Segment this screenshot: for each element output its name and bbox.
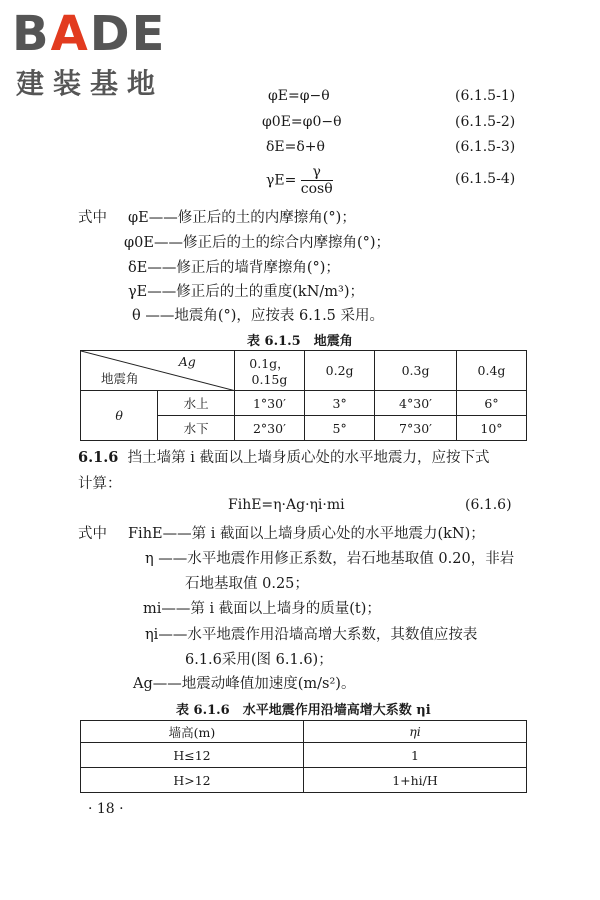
table-cell: H>12 bbox=[81, 768, 304, 793]
equation-number: (6.1.5-1) bbox=[455, 88, 516, 104]
table-cell: 7°30′ bbox=[375, 416, 457, 441]
table-cell: 1°30′ bbox=[234, 391, 304, 416]
where-item: Ag——地震动峰值加速度(m/s²)。 bbox=[133, 676, 356, 692]
table-header-cell: 0.1g，0.15g bbox=[234, 351, 304, 391]
table-cell: 5° bbox=[305, 416, 375, 441]
where-item: 6.1.6采用(图 6.1.6)； bbox=[185, 652, 333, 668]
row-label-cell: θ bbox=[81, 391, 158, 441]
where-item: 石地基取值 0.25； bbox=[185, 576, 309, 592]
equation-6-1-6: FihE=η·Ag·ηi·mi bbox=[228, 497, 345, 513]
seismic-angle-table bbox=[80, 350, 527, 441]
equation-number: (6.1.5-2) bbox=[455, 114, 516, 130]
where-item: FihE——第 i 截面以上墙身质心处的水平地震力(kN)； bbox=[128, 526, 485, 542]
where-item: ηi——水平地震作用沿墙高增大系数，其数值应按表 bbox=[145, 627, 478, 643]
table-caption: 表 6.1.6 水平地震作用沿墙高增大系数 ηi bbox=[176, 703, 431, 718]
table-cell: 3° bbox=[305, 391, 375, 416]
corner-bottom-label: 地震角 bbox=[101, 371, 139, 386]
logo-brand: BADE bbox=[12, 6, 167, 62]
logo bbox=[12, 6, 182, 98]
where-item: δE——修正后的墙背摩擦角(°)； bbox=[128, 260, 340, 276]
where-lead: 式中 bbox=[78, 210, 107, 226]
table-cell: 4°30′ bbox=[375, 391, 457, 416]
equation-number: (6.1.5-4) bbox=[455, 171, 516, 187]
where-item: φE——修正后的土的内摩擦角(°)； bbox=[128, 210, 356, 226]
table-cell: 水上 bbox=[158, 391, 234, 416]
where-item: mi——第 i 截面以上墙身的质量(t)； bbox=[143, 601, 381, 617]
table-header-cell: 0.2g bbox=[305, 351, 375, 391]
logo-subtitle: 建装基地 bbox=[16, 67, 165, 100]
table-corner-cell bbox=[81, 351, 235, 391]
where-item: η ——水平地震作用修正系数，岩石地基取值 0.20，非岩 bbox=[145, 551, 515, 567]
table-header-cell: ηi bbox=[303, 721, 526, 743]
section-6-1-6-line1: 6.1.6 挡土墙第 i 截面以上墙身质心处的水平地震力，应按下式 bbox=[78, 449, 490, 466]
where-item: φ0E——修正后的土的综合内摩擦角(°)； bbox=[124, 235, 391, 251]
section-6-1-6-line2: 计算： bbox=[78, 476, 122, 492]
equation-6-1-5-1: φE=φ−θ bbox=[268, 88, 330, 104]
table-cell: 水下 bbox=[158, 416, 234, 441]
equation-number: (6.1.6) bbox=[465, 497, 512, 513]
page-number: · 18 · bbox=[88, 801, 124, 817]
table-header-cell: 0.3g bbox=[375, 351, 457, 391]
equation-6-1-5-3: δE=δ+θ bbox=[266, 139, 325, 155]
where-item: θ ——地震角(°)，应按表 6.1.5 采用。 bbox=[132, 308, 385, 324]
table-header-cell: 墙高(m) bbox=[81, 721, 304, 743]
table-cell: 6° bbox=[456, 391, 526, 416]
where-lead: 式中 bbox=[78, 526, 107, 542]
table-cell: H≤12 bbox=[81, 743, 304, 768]
where-item: γE——修正后的土的重度(kN/m³)； bbox=[128, 284, 365, 300]
table-cell: 10° bbox=[456, 416, 526, 441]
table-header-cell: 0.4g bbox=[456, 351, 526, 391]
table-cell: 2°30′ bbox=[234, 416, 304, 441]
equation-number: (6.1.5-3) bbox=[455, 139, 516, 155]
table-cell: 1 bbox=[303, 743, 526, 768]
equation-6-1-5-2: φ0E=φ0−θ bbox=[262, 114, 342, 130]
corner-top-label: Ag bbox=[178, 354, 196, 369]
fraction: $\frac{\gamma}{\cos\theta}$ bbox=[300, 164, 333, 197]
table-cell: 1+hi/H bbox=[303, 768, 526, 793]
table-caption: 表 6.1.5 地震角 bbox=[247, 334, 353, 349]
equation-6-1-5-4: γE= $\frac{\gamma}{\cos\theta}$ bbox=[266, 164, 333, 197]
amplification-table bbox=[80, 720, 527, 793]
